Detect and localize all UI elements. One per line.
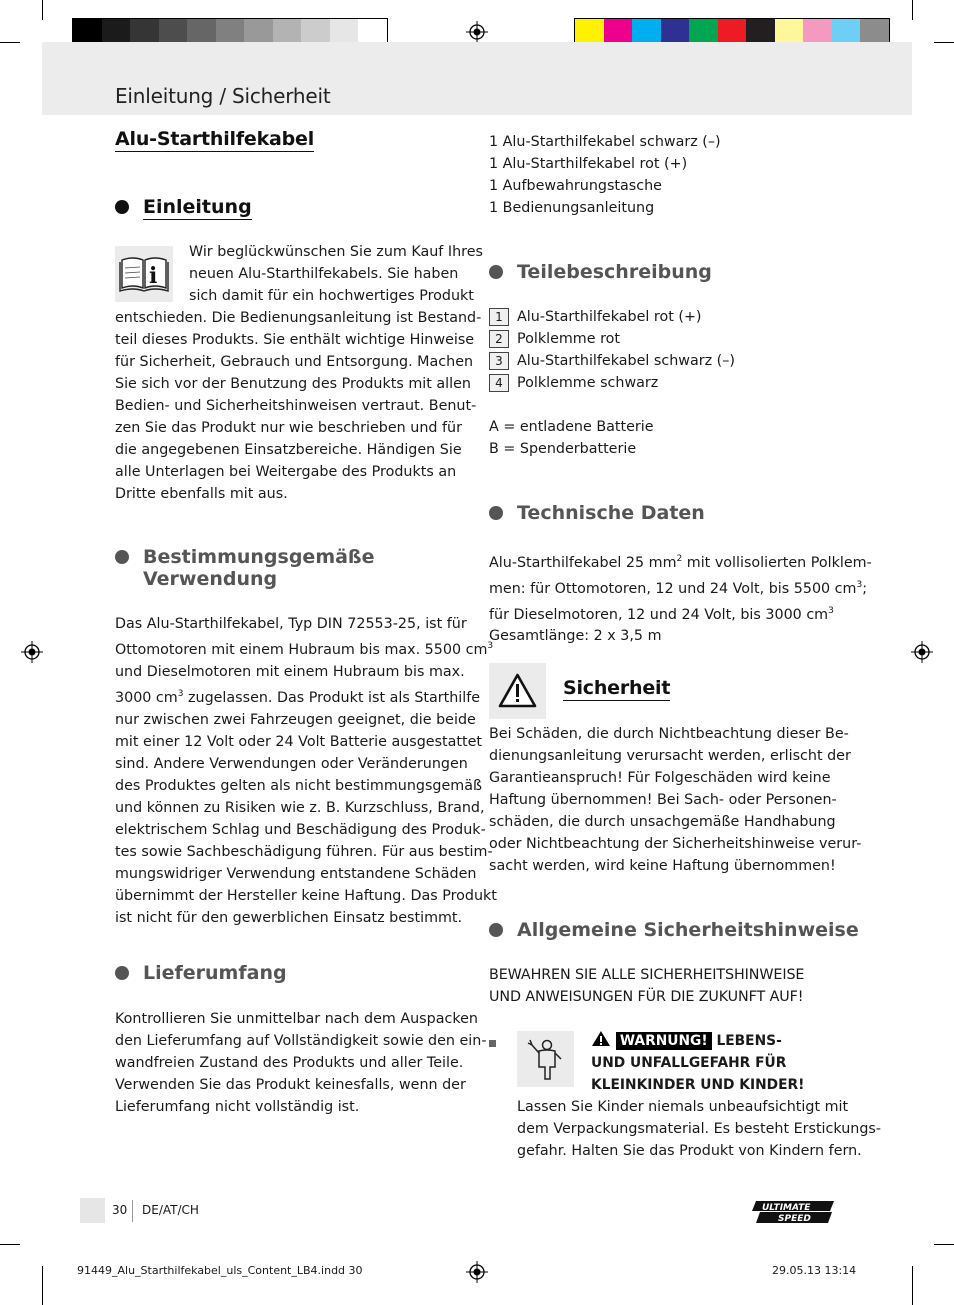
heading-verwendung-line2: Verwendung: [143, 568, 278, 590]
list-item: 1 Alu-Starthilfekabel schwarz (–): [489, 134, 721, 150]
text-line: nur zwischen zwei Fahrzeugen geeignet, die beide: [115, 711, 476, 728]
ultimate-speed-logo: [752, 1199, 838, 1225]
crop-mark: [0, 1244, 20, 1245]
text-line: neuen Alu-Starthilfekabels. Sie haben: [189, 266, 459, 282]
text-line: elektrischem Schlag und Beschädigung des Produk-: [115, 821, 486, 838]
bullet-icon: [115, 200, 129, 214]
list-item: [489, 350, 735, 372]
superscript: 3: [856, 579, 863, 590]
sicherheit-text: [489, 723, 861, 877]
bullet-icon: [489, 265, 503, 279]
text-line: sich damit für ein hochwertiges Produkt: [189, 288, 474, 304]
heading-sicherheit: Sicherheit: [563, 677, 671, 699]
text-span: ;: [862, 580, 868, 597]
heading-einleitung-text: Einleitung: [143, 196, 252, 218]
text-line: Garantieanspruch! Für Folgeschäden wird keine: [489, 770, 831, 786]
page-number-box: [80, 1198, 105, 1223]
part-label: Polklemme rot: [517, 331, 620, 347]
bullet-icon: [115, 550, 129, 564]
part-number: 2: [489, 330, 509, 348]
warning-badge: WARNUNG!: [616, 1032, 712, 1050]
scope-list: [489, 131, 721, 219]
list-item: 1 Aufbewahrungstasche: [489, 178, 662, 194]
text-line: Haftung übernommen! Bei Sach- oder Personen-: [489, 792, 837, 808]
technik-text: [489, 548, 872, 647]
heading-teile-text: Teilebeschreibung: [517, 261, 712, 283]
superscript: 2: [676, 554, 683, 564]
text-line: [115, 635, 497, 661]
footer-divider: [132, 1200, 133, 1222]
text-line: Das Alu-Starthilfekabel, Typ DIN 72553-25, ist für: [115, 616, 467, 632]
spacer: [489, 394, 735, 416]
text-line: mungswidriger Verwendung entstandene Schäden: [115, 865, 477, 882]
text-line: schäden, die durch unsachgemäße Handhabung: [489, 814, 836, 830]
registration-mark-icon: [911, 641, 933, 663]
list-item: 1 Alu-Starthilfekabel rot (+): [489, 156, 688, 172]
main-title-wrap: [115, 128, 314, 152]
text-span: men: für Ottomotoren, 12 und 24 Volt, bis 5500 cm: [489, 580, 857, 597]
text-line: für Sicherheit, Gebrauch und Entsorgung. Machen: [115, 354, 474, 370]
children-warning-text: [517, 1096, 881, 1162]
legend-b: B = Spenderbatterie: [489, 441, 637, 457]
part-number: 4: [489, 374, 509, 392]
text-line: Bedien- und Sicherheitshinweisen vertraut. Benut-: [115, 398, 477, 414]
text-line: sacht werden, wird keine Haftung übernommen!: [489, 858, 836, 874]
text-line: ist nicht für den gewerblichen Einsatz bestimmt.: [115, 909, 463, 926]
superscript: 3: [487, 641, 494, 651]
text-line: Gesamtlänge: 2 x 3,5 m: [489, 628, 662, 645]
crop-mark: [934, 42, 954, 43]
text-line: gefahr. Halten Sie das Produkt von Kindern fern.: [517, 1143, 862, 1159]
heading-einleitung: [115, 196, 252, 220]
crop-mark: [912, 1266, 913, 1305]
footer-date: 29.05.13 13:14: [772, 1264, 857, 1277]
child-warning-icon: [517, 1031, 574, 1087]
text-line: teil dieses Produkts. Sie enthält wichtige Hinweise: [115, 332, 475, 348]
heading-verwendung-line1: Bestimmungsgemäße: [143, 546, 375, 568]
text-line: übernimmt der Hersteller keine Haftung. Das Produkt: [115, 887, 497, 904]
text-line: UND UNFALLGEFAHR FÜR: [591, 1055, 787, 1071]
superscript: 3: [828, 605, 834, 616]
crop-mark: [934, 1244, 954, 1245]
warning-small-icon: [591, 1030, 611, 1047]
heading-teilebeschreibung: [489, 261, 712, 283]
heading-lieferumfang: [115, 962, 287, 984]
caps-notice: [489, 964, 804, 1008]
square-bullet-icon: [489, 1040, 496, 1047]
text-line: [489, 548, 872, 574]
heading-allgemeine-sicherheitshinweise: [489, 919, 859, 941]
text-line: dienungsanleitung verursacht werden, erlischt der: [489, 748, 851, 764]
text-span: zugelassen. Das Produkt ist als Starthilfe: [183, 689, 481, 706]
text-span: LEBENS-: [711, 1033, 782, 1049]
page-number: 30: [112, 1203, 128, 1217]
registration-mark-icon: [466, 1261, 488, 1283]
crop-mark: [42, 1266, 43, 1305]
text-line: Lieferumfang nicht vollständig ist.: [115, 1099, 360, 1115]
text-line: oder Nichtbeachtung der Sicherheitshinweise verur-: [489, 836, 862, 852]
heading-verwendung: [115, 546, 375, 590]
text-line: Lassen Sie Kinder niemals unbeaufsichtigt mit: [517, 1099, 849, 1115]
list-item: [489, 372, 735, 394]
text-line: Kontrollieren Sie unmittelbar nach dem Auspacken: [115, 1011, 478, 1027]
legend-a: A = entladene Batterie: [489, 419, 654, 435]
text-line: [115, 683, 497, 709]
crop-mark: [912, 0, 913, 20]
list-item: 1 Bedienungsanleitung: [489, 200, 655, 216]
verwendung-text: [115, 613, 497, 929]
text-line: Sie sich vor der Benutzung des Produkts mit allen: [115, 376, 471, 392]
list-item: [489, 306, 735, 328]
heading-technische-daten: [489, 502, 705, 524]
text-line: BEWAHREN SIE ALLE SICHERHEITSHINWEISE: [489, 967, 805, 983]
text-line: KLEINKINDER UND KINDER!: [591, 1077, 805, 1093]
svg-text:i: i: [149, 263, 158, 289]
text-line: entschieden. Die Bedienungsanleitung ist Bestand-: [115, 310, 482, 326]
text-span: Ottomotoren mit einem Hubraum bis max. 5500 cm: [115, 641, 488, 658]
bullet-icon: [489, 923, 503, 937]
part-label: Alu-Starthilfekabel schwarz (–): [517, 353, 735, 369]
bullet-icon: [115, 966, 129, 980]
text-line: und Dieselmotoren mit einem Hubraum bis max.: [115, 663, 465, 680]
crop-mark: [0, 42, 20, 43]
lieferumfang-text: [115, 1008, 487, 1118]
page-title: Einleitung / Sicherheit: [115, 84, 331, 108]
bullet-icon: [489, 506, 503, 520]
text-line: Wir beglückwünschen Sie zum Kauf Ihres: [189, 244, 483, 260]
text-span: 3000 cm: [115, 689, 178, 706]
warning-line-1: [591, 1030, 804, 1052]
part-number: 3: [489, 352, 509, 370]
part-number: 1: [489, 308, 509, 326]
heading-sicherheit-wrap: [563, 677, 670, 701]
text-line: den Lieferumfang auf Vollständigkeit sowie den ein-: [115, 1033, 487, 1049]
registration-mark-icon: [21, 641, 43, 663]
text-line: sind. Andere Verwendungen oder Veränderungen: [115, 755, 468, 772]
list-item: [489, 328, 735, 350]
svg-text:SPEED: SPEED: [778, 1214, 811, 1224]
text-line: wandfreien Zustand des Produkts und aller Teile.: [115, 1055, 464, 1071]
text-line: alle Unterlagen bei Weitergabe des Produkts an: [115, 464, 457, 480]
info-book-icon: [115, 246, 173, 302]
einleitung-text-top: [189, 241, 483, 307]
svg-text:ULTIMATE: ULTIMATE: [762, 1203, 811, 1213]
crop-mark: [42, 0, 43, 20]
text-line: dem Verpackungsmaterial. Es besteht Erstickungs-: [517, 1121, 882, 1137]
text-line: [489, 574, 872, 600]
footer-region: DE/AT/CH: [142, 1203, 199, 1217]
warning-block: [591, 1030, 804, 1096]
text-span: mit vollisolierten Polklem-: [682, 554, 872, 571]
footer-filename: 91449_Alu_Starthilfekabel_uls_Content_LB4.indd 30: [77, 1264, 363, 1277]
registration-mark-icon: [466, 21, 488, 43]
text-span: Alu-Starthilfekabel 25 mm: [489, 554, 677, 571]
heading-lieferumfang-text: Lieferumfang: [143, 962, 287, 984]
text-line: mit einer 12 Volt oder 24 Volt Batterie ausgestattet: [115, 733, 483, 750]
text-line: des Produktes gelten als nicht bestimmungsgemäß: [115, 777, 482, 794]
text-line: und können zu Risiken wie z. B. Kurzschluss, Brand,: [115, 799, 485, 816]
warning-triangle-icon: [489, 663, 546, 719]
heading-technik-text: Technische Daten: [517, 502, 705, 524]
part-label: Alu-Starthilfekabel rot (+): [517, 309, 702, 325]
text-line: UND ANWEISUNGEN FÜR DIE ZUKUNFT AUF!: [489, 989, 804, 1005]
main-title: Alu-Starthilfekabel: [115, 128, 315, 150]
text-line: [489, 600, 872, 626]
text-line: Verwenden Sie das Produkt keinesfalls, wenn der: [115, 1077, 466, 1093]
text-line: tes sowie Sachbeschädigung führen. Für aus bestim-: [115, 843, 493, 860]
text-line: Bei Schäden, die durch Nichtbeachtung dieser Be-: [489, 726, 849, 742]
superscript: 3: [177, 688, 184, 699]
text-line: zen Sie das Produkt nur wie beschrieben und für: [115, 420, 462, 436]
text-line: die angegebenen Einsatzbereiche. Händigen Sie: [115, 442, 462, 458]
parts-list: [489, 306, 735, 460]
part-label: Polklemme schwarz: [517, 375, 659, 391]
einleitung-text-body: [115, 307, 481, 505]
heading-allgemein-text: Allgemeine Sicherheitshinweise: [517, 919, 859, 941]
text-line: Dritte ebenfalls mit aus.: [115, 486, 288, 502]
text-span: für Dieselmotoren, 12 und 24 Volt, bis 3000 cm: [489, 606, 829, 623]
